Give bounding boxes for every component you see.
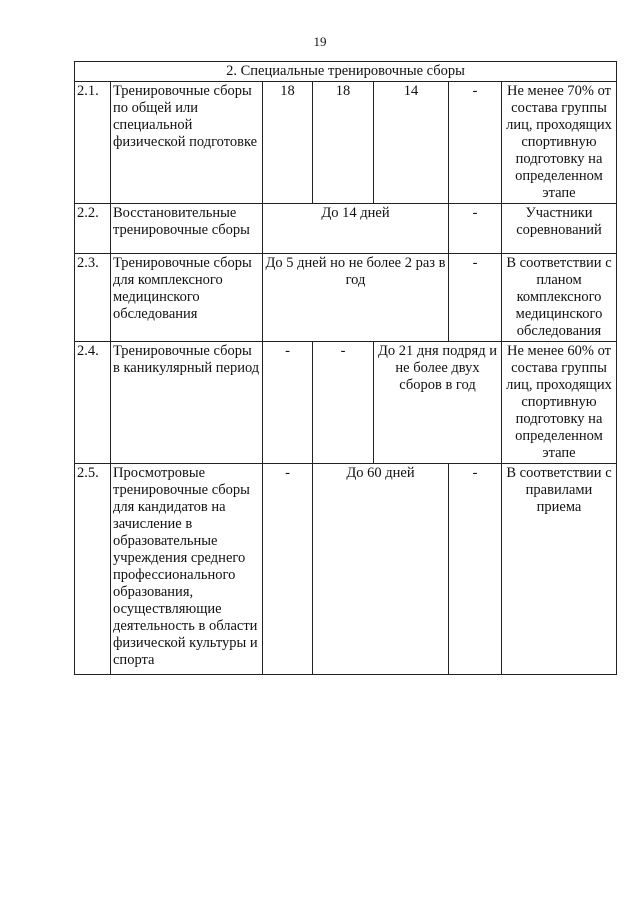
cell-value: -: [313, 342, 374, 464]
table-row: [75, 342, 617, 464]
row-name: Тренировочные сборы в каникулярный период: [111, 342, 263, 464]
table-row: [75, 464, 617, 675]
merged-cell: До 21 дня подряд и не более двух сборов в год: [374, 342, 502, 464]
page-number: 19: [313, 34, 327, 49]
row-note: Не менее 70% от состава группы лиц, проходящих спортивную подготовку на определенном этапе: [502, 82, 617, 204]
merged-cell: До 14 дней: [263, 204, 449, 254]
section-header-row: [75, 62, 617, 82]
row-note: В соответствии с правилами приема: [502, 464, 617, 675]
cell-value: 18: [313, 82, 374, 204]
row-name: Тренировочные сборы для комплексного медицинского обследования: [111, 254, 263, 342]
row-number: 2.5.: [75, 464, 111, 675]
training-camps-table: [74, 61, 617, 675]
row-number: 2.4.: [75, 342, 111, 464]
row-number: 2.3.: [75, 254, 111, 342]
table-row: [75, 254, 617, 342]
row-note: Не менее 60% от состава группы лиц, проходящих спортивную подготовку на определенном этапе: [502, 342, 617, 464]
cell-value: 18: [263, 82, 313, 204]
section-title: 2. Специальные тренировочные сборы: [75, 62, 617, 82]
merged-cell: До 60 дней: [313, 464, 449, 675]
table-row: [75, 204, 617, 254]
row-name: Тренировочные сборы по общей или специальной физической подготовке: [111, 82, 263, 204]
row-note: В соответствии с планом комплексного медицинского обследования: [502, 254, 617, 342]
cell-value: -: [449, 204, 502, 254]
table-row: [75, 82, 617, 204]
cell-value: -: [263, 464, 313, 675]
cell-value: 14: [374, 82, 449, 204]
row-name: Восстановительные тренировочные сборы: [111, 204, 263, 254]
cell-value: -: [449, 82, 502, 204]
row-number: 2.1.: [75, 82, 111, 204]
merged-cell: До 5 дней но не более 2 раз в год: [263, 254, 449, 342]
cell-value: -: [449, 464, 502, 675]
row-name: Просмотровые тренировочные сборы для кандидатов на зачисление в образовательные учреждения среднего профессионального образования, осуществляющие деятельность в области физической культуры и спорта: [111, 464, 263, 675]
row-number: 2.2.: [75, 204, 111, 254]
cell-value: -: [449, 254, 502, 342]
row-note: Участники соревнований: [502, 204, 617, 254]
cell-value: -: [263, 342, 313, 464]
